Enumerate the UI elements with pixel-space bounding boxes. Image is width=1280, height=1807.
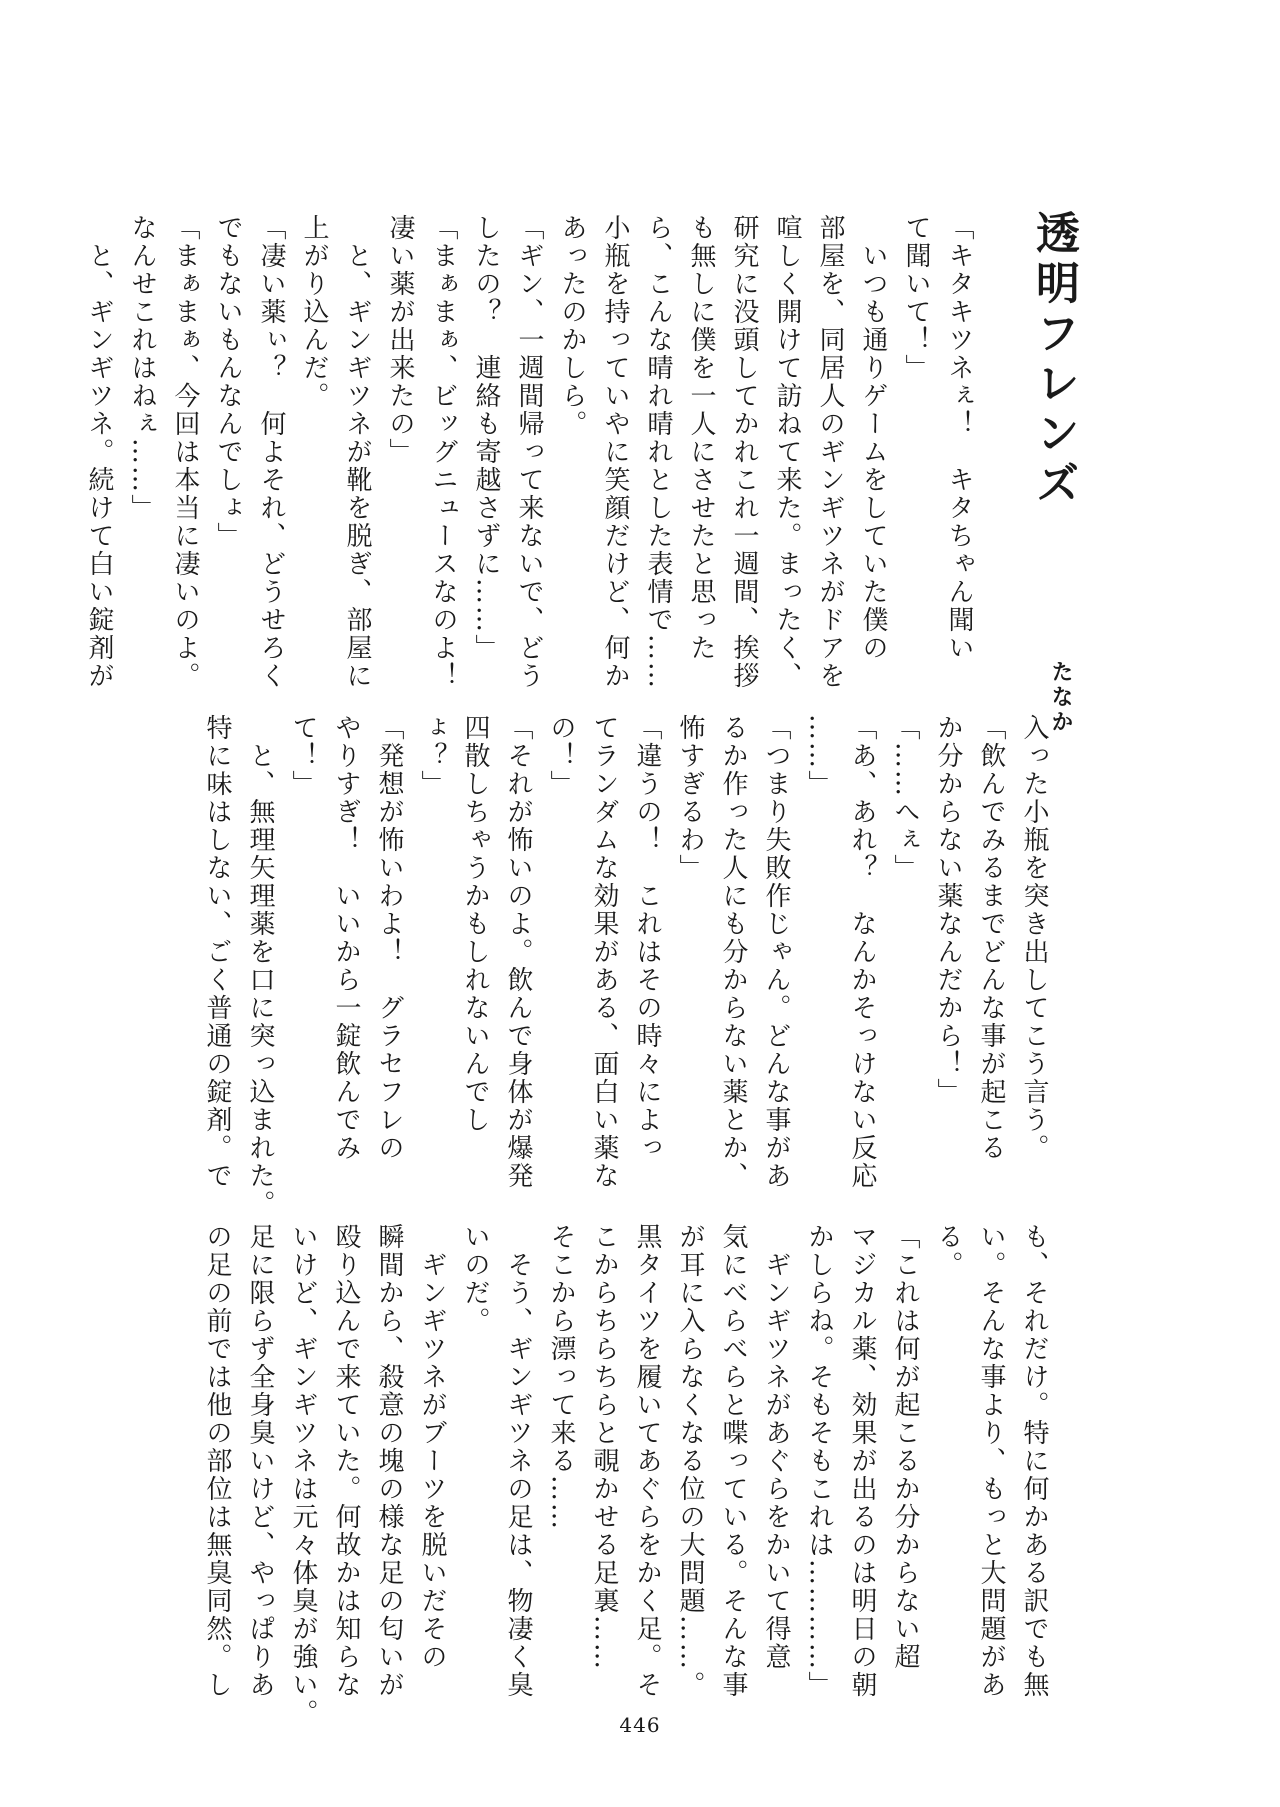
text-line: やりすぎ！ いいから一錠飲んでみ	[331, 714, 361, 1162]
text-line: ギンギツネがあぐらをかいて得意	[761, 1223, 791, 1671]
text-line: 「違うの！ これはその時々によっ	[632, 714, 662, 1162]
text-line: て聞いて！」	[901, 214, 931, 382]
text-line: 部屋を、同居人のギンギツネがドアを	[815, 214, 845, 690]
text-line: こからちらちらと覗かせる足裏……	[589, 1223, 619, 1671]
text-line: したの？ 連絡も寄越さずに……」	[471, 214, 501, 662]
text-line: 「つまり失敗作じゃん。どんな事があ	[761, 714, 791, 1190]
text-line: て！」	[288, 714, 318, 798]
text-block-middle	[195, 714, 1055, 1218]
text-line: 「飲んでみるまでどんな事が起こる	[976, 714, 1006, 1162]
text-line: ギンギツネがブーツを脱いだその	[417, 1223, 447, 1671]
text-line: 「あ、あれ？ なんかそっけない反応	[847, 714, 877, 1190]
text-line: 気にべらべらと喋っている。そんな事	[718, 1223, 748, 1699]
text-line: い。そんな事より、もっと大問題があ	[976, 1223, 1006, 1699]
text-line: 凄い薬が出来たの」	[385, 214, 415, 466]
text-line: 「ギン、一週間帰って来ないで、どう	[514, 214, 544, 690]
text-line: 足に限らず全身臭いけど、やっぱりあ	[245, 1223, 275, 1699]
text-line: と、ギンギツネ。続けて白い錠剤が	[84, 214, 114, 690]
text-line: の！」	[546, 714, 576, 798]
text-line: 「凄い薬ぃ？ 何よそれ、どうせろく	[256, 214, 286, 690]
text-line: いのだ。	[460, 1223, 490, 1335]
author-name: たなか	[1048, 660, 1074, 735]
text-line: マジカル薬、効果が出るのは明日の朝	[847, 1223, 877, 1699]
text-line: 「まぁまぁ、今回は本当に凄いのよ。	[170, 214, 200, 690]
text-line: なんせこれはねぇ……」	[127, 214, 157, 522]
text-line: そこから漂って来る……	[546, 1223, 576, 1531]
text-line: 殴り込んで来ていた。何故かは知らな	[331, 1223, 361, 1699]
text-line: と、無理矢理薬を口に突っ込まれた。	[245, 714, 275, 1218]
text-line: 「それが怖いのよ。飲んで身体が爆発	[503, 714, 533, 1190]
text-line: か分からない薬なんだから！」	[933, 714, 963, 1106]
text-line: 「これは何が起こるか分からない超	[890, 1223, 920, 1671]
text-line: 上がり込んだ。	[299, 214, 329, 410]
text-line: 「発想が怖いわよ！ グラセフレの	[374, 714, 404, 1162]
text-line: いけど、ギンギツネは元々体臭が強い。	[288, 1223, 318, 1727]
text-line: 特に味はしない、ごく普通の錠剤。で	[202, 714, 232, 1190]
text-line: 怖すぎるわ」	[675, 714, 705, 882]
text-line: が耳に入らなくなる位の大問題……。	[675, 1223, 705, 1699]
text-line: ょ？」	[417, 714, 447, 798]
text-line: も無しに僕を一人にさせたと思った	[686, 214, 716, 662]
text-line: 入った小瓶を突き出してこう言う。	[1019, 714, 1049, 1162]
text-line: も、それだけ。特に何かある訳でも無	[1019, 1223, 1049, 1699]
text-line: そう、ギンギツネの足は、物凄く臭	[503, 1223, 533, 1699]
text-line: かしらね。そもそもこれは…………」	[804, 1223, 834, 1699]
text-line: 四散しちゃうかもしれないんでし	[460, 714, 490, 1134]
text-line: ら、こんな晴れ晴れとした表情で……	[643, 214, 673, 690]
text-line: 「……へぇ」	[890, 714, 920, 882]
text-line: てランダムな効果がある、面白い薬な	[589, 714, 619, 1190]
text-line: の足の前では他の部位は無臭同然。し	[202, 1223, 232, 1699]
text-line: いつも通りゲームをしていた僕の	[858, 214, 888, 662]
text-line: 小瓶を持っていやに笑顔だけど、何か	[600, 214, 630, 690]
text-line: 研究に没頭してかれこれ一週間、挨拶	[729, 214, 759, 690]
text-line: 喧しく開けて訪ねて来た。まったく、	[772, 214, 802, 690]
text-line: 瞬間から、殺意の塊の様な足の匂いが	[374, 1223, 404, 1699]
story-title: 透明フレンズ	[1028, 210, 1079, 510]
page-number: 446	[619, 1713, 661, 1737]
text-line: でもないもんなんでしょ」	[213, 214, 243, 550]
text-block-upper-right	[77, 214, 980, 690]
text-line: る。	[933, 1223, 963, 1279]
text-line: 黒タイツを履いてあぐらをかく足。そ	[632, 1223, 662, 1699]
text-line: るか作った人にも分からない薬とか、	[718, 714, 748, 1190]
text-line: と、ギンギツネが靴を脱ぎ、部屋に	[342, 214, 372, 690]
text-line: ……」	[804, 714, 834, 798]
text-line: あったのかしら。	[557, 214, 587, 438]
text-line: 「まぁまぁ、ビッグニュースなのよ！	[428, 214, 458, 690]
text-line: 「キタキツネぇ！ キタちゃん聞い	[944, 214, 974, 662]
